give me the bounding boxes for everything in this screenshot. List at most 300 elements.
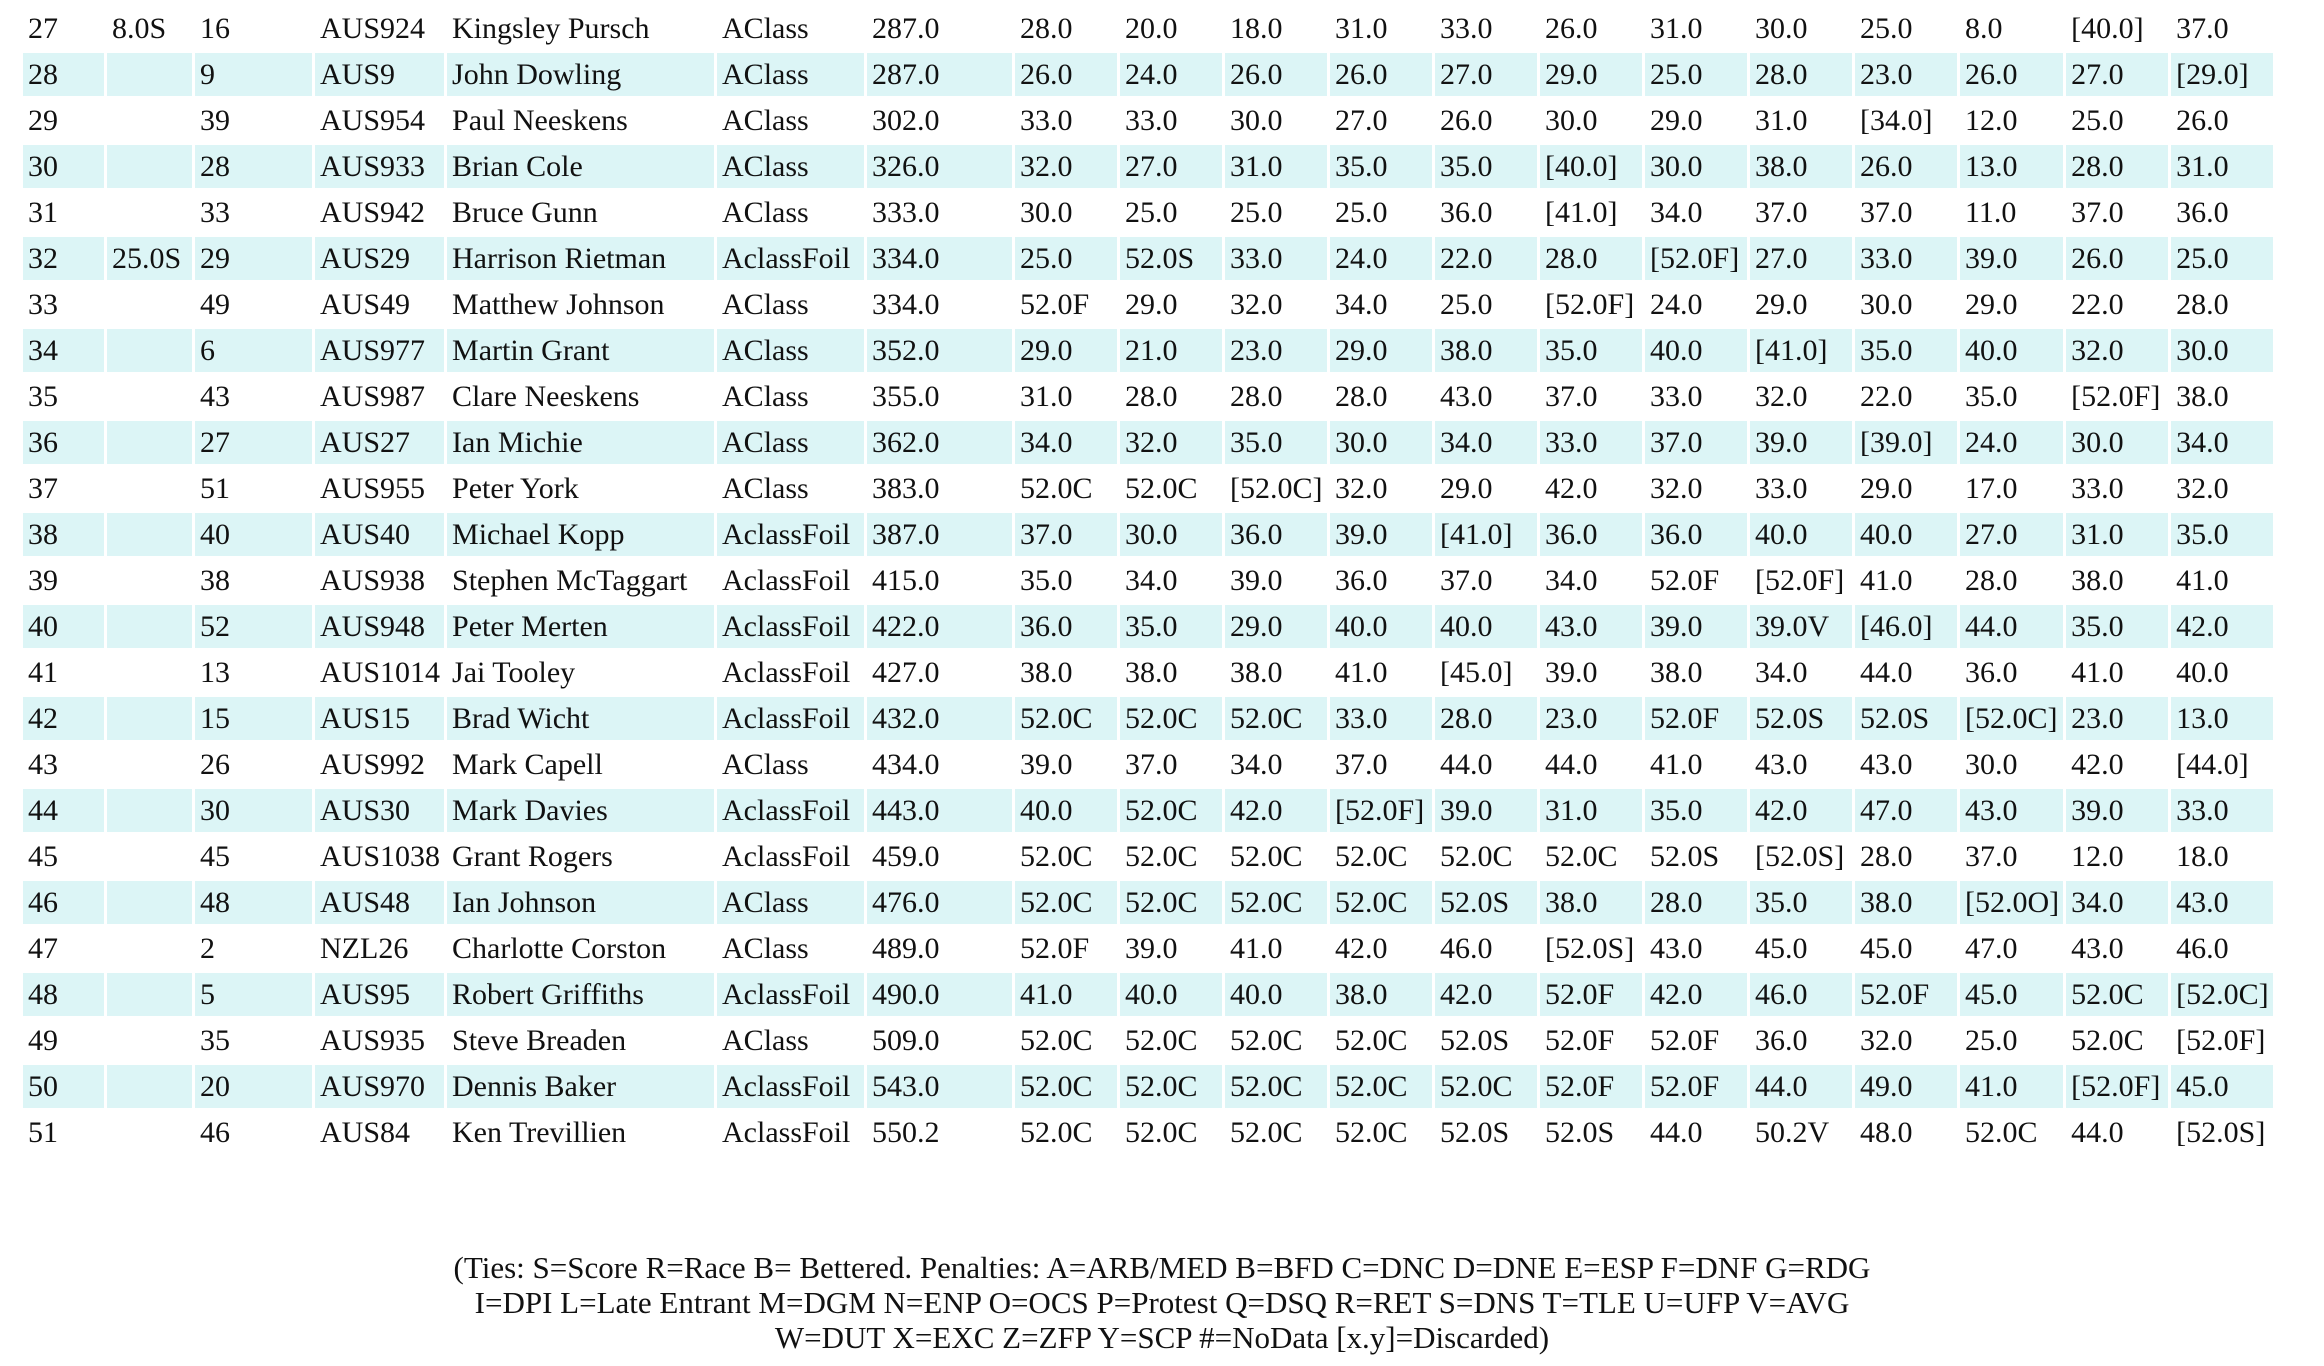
race-score-cell: 49.0 bbox=[1855, 1065, 1957, 1108]
race-score-cell: 34.0 bbox=[1015, 421, 1117, 464]
table-row bbox=[23, 329, 2273, 372]
helm-cell: Robert Griffiths bbox=[447, 973, 714, 1016]
sail-number-cell: 6 bbox=[195, 329, 312, 372]
class-cell: AClass bbox=[717, 99, 864, 142]
table-row bbox=[23, 697, 2273, 740]
sail-number-cell: 28 bbox=[195, 145, 312, 188]
race-score-cell: 25.0 bbox=[1435, 283, 1537, 326]
race-score-cell: 52.0S bbox=[1120, 237, 1222, 280]
race-score-cell: 39.0 bbox=[1435, 789, 1537, 832]
race-score-cell: 40.0 bbox=[1855, 513, 1957, 556]
race-score-cell: 52.0F bbox=[1645, 1019, 1747, 1062]
race-score-cell: 35.0 bbox=[1645, 789, 1747, 832]
boat-cell: AUS1014 bbox=[315, 651, 444, 694]
race-score-cell: 52.0C bbox=[1225, 1111, 1327, 1154]
race-score-cell: [46.0] bbox=[1855, 605, 1957, 648]
race-score-cell: 37.0 bbox=[2066, 191, 2168, 234]
tie-cell bbox=[107, 329, 192, 372]
race-score-cell: 33.0 bbox=[1645, 375, 1747, 418]
sail-number-cell: 51 bbox=[195, 467, 312, 510]
tie-cell bbox=[107, 1019, 192, 1062]
race-score-cell: 41.0 bbox=[1330, 651, 1432, 694]
boat-cell: AUS15 bbox=[315, 697, 444, 740]
helm-cell: Peter York bbox=[447, 467, 714, 510]
helm-cell: Brad Wicht bbox=[447, 697, 714, 740]
race-score-cell: 26.0 bbox=[2066, 237, 2168, 280]
race-score-cell: 37.0 bbox=[1960, 835, 2063, 878]
sail-number-cell: 45 bbox=[195, 835, 312, 878]
race-score-cell: 27.0 bbox=[1750, 237, 1852, 280]
table-row bbox=[23, 1111, 2273, 1154]
race-score-cell: 44.0 bbox=[1435, 743, 1537, 786]
race-score-cell: 34.0 bbox=[2066, 881, 2168, 924]
place-cell: 34 bbox=[23, 329, 104, 372]
race-score-cell: 40.0 bbox=[1225, 973, 1327, 1016]
helm-cell: Martin Grant bbox=[447, 329, 714, 372]
race-score-cell: 30.0 bbox=[1330, 421, 1432, 464]
total-cell: 352.0 bbox=[867, 329, 1012, 372]
race-score-cell: 23.0 bbox=[2066, 697, 2168, 740]
race-score-cell: 22.0 bbox=[1855, 375, 1957, 418]
sail-number-cell: 30 bbox=[195, 789, 312, 832]
race-score-cell: 37.0 bbox=[1120, 743, 1222, 786]
race-score-cell: 8.0 bbox=[1960, 7, 2063, 50]
race-score-cell: 46.0 bbox=[2171, 927, 2273, 970]
race-score-cell: 35.0 bbox=[1330, 145, 1432, 188]
place-cell: 45 bbox=[23, 835, 104, 878]
place-cell: 28 bbox=[23, 53, 104, 96]
race-score-cell: 40.0 bbox=[1435, 605, 1537, 648]
race-score-cell: 35.0 bbox=[1120, 605, 1222, 648]
race-score-cell: 27.0 bbox=[2066, 53, 2168, 96]
place-cell: 35 bbox=[23, 375, 104, 418]
race-score-cell: [52.0S] bbox=[1750, 835, 1852, 878]
race-score-cell: 52.0F bbox=[1540, 973, 1642, 1016]
table-row bbox=[23, 53, 2273, 96]
race-score-cell: 32.0 bbox=[2171, 467, 2273, 510]
race-score-cell: 30.0 bbox=[2066, 421, 2168, 464]
table-row bbox=[23, 513, 2273, 556]
tie-cell bbox=[107, 605, 192, 648]
total-cell: 287.0 bbox=[867, 7, 1012, 50]
race-score-cell: 52.0C bbox=[1540, 835, 1642, 878]
race-score-cell: [34.0] bbox=[1855, 99, 1957, 142]
race-score-cell: 23.0 bbox=[1540, 697, 1642, 740]
race-score-cell: 31.0 bbox=[2066, 513, 2168, 556]
race-score-cell: 48.0 bbox=[1855, 1111, 1957, 1154]
table-row bbox=[23, 191, 2273, 234]
race-score-cell: 37.0 bbox=[1435, 559, 1537, 602]
race-score-cell: 39.0V bbox=[1750, 605, 1852, 648]
place-cell: 49 bbox=[23, 1019, 104, 1062]
total-cell: 302.0 bbox=[867, 99, 1012, 142]
race-score-cell: 39.0 bbox=[1540, 651, 1642, 694]
helm-cell: Charlotte Corston bbox=[447, 927, 714, 970]
race-score-cell: 34.0 bbox=[1645, 191, 1747, 234]
place-cell: 32 bbox=[23, 237, 104, 280]
race-score-cell: 29.0 bbox=[1120, 283, 1222, 326]
place-cell: 29 bbox=[23, 99, 104, 142]
race-score-cell: 46.0 bbox=[1750, 973, 1852, 1016]
place-cell: 39 bbox=[23, 559, 104, 602]
race-score-cell: 26.0 bbox=[1540, 7, 1642, 50]
race-score-cell: [52.0C] bbox=[1960, 697, 2063, 740]
race-score-cell: 30.0 bbox=[1960, 743, 2063, 786]
race-score-cell: 36.0 bbox=[1960, 651, 2063, 694]
race-score-cell: 34.0 bbox=[1225, 743, 1327, 786]
race-score-cell: 43.0 bbox=[2066, 927, 2168, 970]
sail-number-cell: 40 bbox=[195, 513, 312, 556]
race-score-cell: 28.0 bbox=[1330, 375, 1432, 418]
sail-number-cell: 33 bbox=[195, 191, 312, 234]
race-score-cell: 32.0 bbox=[1225, 283, 1327, 326]
helm-cell: Jai Tooley bbox=[447, 651, 714, 694]
race-score-cell: 13.0 bbox=[1960, 145, 2063, 188]
race-score-cell: 52.0F bbox=[1645, 559, 1747, 602]
class-cell: AClass bbox=[717, 927, 864, 970]
race-score-cell: 36.0 bbox=[1225, 513, 1327, 556]
sail-number-cell: 35 bbox=[195, 1019, 312, 1062]
boat-cell: AUS84 bbox=[315, 1111, 444, 1154]
race-score-cell: 33.0 bbox=[1225, 237, 1327, 280]
table-row bbox=[23, 927, 2273, 970]
race-score-cell: 22.0 bbox=[1435, 237, 1537, 280]
race-score-cell: 36.0 bbox=[1645, 513, 1747, 556]
race-score-cell: 30.0 bbox=[1015, 191, 1117, 234]
race-score-cell: 39.0 bbox=[1750, 421, 1852, 464]
race-score-cell: 52.0F bbox=[1540, 1065, 1642, 1108]
legend-line-2: I=DPI L=Late Entrant M=DGM N=ENP O=OCS P=Protest Q=DSQ R=RET S=DNS T=TLE U=UFP V=AVG bbox=[474, 1285, 1850, 1320]
tie-cell bbox=[107, 559, 192, 602]
total-cell: 287.0 bbox=[867, 53, 1012, 96]
class-cell: AClass bbox=[717, 145, 864, 188]
race-score-cell: 26.0 bbox=[1015, 53, 1117, 96]
race-score-cell: 52.0F bbox=[1645, 1065, 1747, 1108]
place-cell: 33 bbox=[23, 283, 104, 326]
boat-cell: AUS938 bbox=[315, 559, 444, 602]
total-cell: 550.2 bbox=[867, 1111, 1012, 1154]
race-score-cell: 37.0 bbox=[1330, 743, 1432, 786]
sail-number-cell: 43 bbox=[195, 375, 312, 418]
race-score-cell: 25.0 bbox=[1960, 1019, 2063, 1062]
helm-cell: Ian Michie bbox=[447, 421, 714, 464]
race-score-cell: 33.0 bbox=[1015, 99, 1117, 142]
race-score-cell: 28.0 bbox=[1225, 375, 1327, 418]
race-score-cell: 52.0C bbox=[1120, 1019, 1222, 1062]
race-score-cell: 44.0 bbox=[1540, 743, 1642, 786]
tie-cell bbox=[107, 1111, 192, 1154]
sail-number-cell: 16 bbox=[195, 7, 312, 50]
place-cell: 31 bbox=[23, 191, 104, 234]
race-score-cell: 52.0C bbox=[1330, 1111, 1432, 1154]
race-score-cell: 40.0 bbox=[2171, 651, 2273, 694]
place-cell: 44 bbox=[23, 789, 104, 832]
race-score-cell: 45.0 bbox=[1855, 927, 1957, 970]
race-score-cell: 28.0 bbox=[2066, 145, 2168, 188]
tie-cell bbox=[107, 1065, 192, 1108]
table-row bbox=[23, 145, 2273, 188]
race-score-cell: 52.0C bbox=[1015, 1019, 1117, 1062]
race-score-cell: 37.0 bbox=[1750, 191, 1852, 234]
race-score-cell: 52.0C bbox=[1225, 881, 1327, 924]
race-score-cell: 38.0 bbox=[1015, 651, 1117, 694]
race-score-cell: 41.0 bbox=[1225, 927, 1327, 970]
boat-cell: AUS942 bbox=[315, 191, 444, 234]
place-cell: 30 bbox=[23, 145, 104, 188]
race-score-cell: 25.0 bbox=[1330, 191, 1432, 234]
place-cell: 47 bbox=[23, 927, 104, 970]
race-score-cell: [52.0C] bbox=[1225, 467, 1327, 510]
race-score-cell: 52.0C bbox=[1330, 881, 1432, 924]
race-score-cell: 34.0 bbox=[1750, 651, 1852, 694]
race-score-cell: 35.0 bbox=[1225, 421, 1327, 464]
race-score-cell: 43.0 bbox=[1960, 789, 2063, 832]
table-row bbox=[23, 237, 2273, 280]
race-score-cell: 52.0C bbox=[1120, 697, 1222, 740]
total-cell: 415.0 bbox=[867, 559, 1012, 602]
helm-cell: Mark Davies bbox=[447, 789, 714, 832]
boat-cell: AUS27 bbox=[315, 421, 444, 464]
race-score-cell: 31.0 bbox=[1225, 145, 1327, 188]
race-score-cell: 27.0 bbox=[1120, 145, 1222, 188]
race-score-cell: 39.0 bbox=[1645, 605, 1747, 648]
race-score-cell: 45.0 bbox=[2171, 1065, 2273, 1108]
helm-cell: John Dowling bbox=[447, 53, 714, 96]
race-score-cell: 36.0 bbox=[2171, 191, 2273, 234]
race-score-cell: 30.0 bbox=[2171, 329, 2273, 372]
race-score-cell: 33.0 bbox=[1330, 697, 1432, 740]
total-cell: 490.0 bbox=[867, 973, 1012, 1016]
tie-cell bbox=[107, 881, 192, 924]
table-row bbox=[23, 467, 2273, 510]
race-score-cell: 40.0 bbox=[1645, 329, 1747, 372]
race-score-cell: 52.0C bbox=[1330, 1065, 1432, 1108]
race-score-cell: 44.0 bbox=[1750, 1065, 1852, 1108]
sail-number-cell: 2 bbox=[195, 927, 312, 970]
boat-cell: AUS49 bbox=[315, 283, 444, 326]
total-cell: 387.0 bbox=[867, 513, 1012, 556]
race-score-cell: 42.0 bbox=[1435, 973, 1537, 1016]
race-score-cell: 52.0C bbox=[2066, 973, 2168, 1016]
race-score-cell: 52.0C bbox=[1225, 697, 1327, 740]
sail-number-cell: 26 bbox=[195, 743, 312, 786]
helm-cell: Matthew Johnson bbox=[447, 283, 714, 326]
race-score-cell: [52.0C] bbox=[2171, 973, 2273, 1016]
race-score-cell: 29.0 bbox=[1645, 99, 1747, 142]
table-row bbox=[23, 421, 2273, 464]
legend-line-3: W=DUT X=EXC Z=ZFP Y=SCP #=NoData [x.y]=Discarded) bbox=[774, 1320, 1550, 1355]
race-score-cell: 31.0 bbox=[1540, 789, 1642, 832]
place-cell: 43 bbox=[23, 743, 104, 786]
total-cell: 427.0 bbox=[867, 651, 1012, 694]
race-score-cell: 28.0 bbox=[1015, 7, 1117, 50]
table-row bbox=[23, 881, 2273, 924]
race-score-cell: 52.0C bbox=[1015, 697, 1117, 740]
race-score-cell: 18.0 bbox=[2171, 835, 2273, 878]
race-score-cell: 52.0F bbox=[1855, 973, 1957, 1016]
race-score-cell: 32.0 bbox=[1120, 421, 1222, 464]
class-cell: AclassFoil bbox=[717, 559, 864, 602]
tie-cell bbox=[107, 927, 192, 970]
race-score-cell: 40.0 bbox=[1330, 605, 1432, 648]
total-cell: 459.0 bbox=[867, 835, 1012, 878]
race-score-cell: 32.0 bbox=[1015, 145, 1117, 188]
race-score-cell: 41.0 bbox=[2066, 651, 2168, 694]
class-cell: AclassFoil bbox=[717, 513, 864, 556]
tie-cell bbox=[107, 99, 192, 142]
tie-cell bbox=[107, 375, 192, 418]
race-score-cell: 25.0 bbox=[1120, 191, 1222, 234]
race-score-cell: 34.0 bbox=[1120, 559, 1222, 602]
race-score-cell: 41.0 bbox=[1645, 743, 1747, 786]
sail-number-cell: 27 bbox=[195, 421, 312, 464]
race-score-cell: 37.0 bbox=[1015, 513, 1117, 556]
total-cell: 489.0 bbox=[867, 927, 1012, 970]
table-row bbox=[23, 1019, 2273, 1062]
tie-cell bbox=[107, 743, 192, 786]
sail-number-cell: 9 bbox=[195, 53, 312, 96]
race-score-cell: 28.0 bbox=[1960, 559, 2063, 602]
total-cell: 326.0 bbox=[867, 145, 1012, 188]
race-score-cell: 52.0S bbox=[1540, 1111, 1642, 1154]
place-cell: 40 bbox=[23, 605, 104, 648]
helm-cell: Paul Neeskens bbox=[447, 99, 714, 142]
total-cell: 432.0 bbox=[867, 697, 1012, 740]
race-score-cell: 34.0 bbox=[1330, 283, 1432, 326]
race-score-cell: 35.0 bbox=[2171, 513, 2273, 556]
race-score-cell: 38.0 bbox=[1435, 329, 1537, 372]
race-score-cell: 31.0 bbox=[1750, 99, 1852, 142]
race-score-cell: 31.0 bbox=[2171, 145, 2273, 188]
class-cell: AclassFoil bbox=[717, 651, 864, 694]
race-score-cell: 26.0 bbox=[1225, 53, 1327, 96]
race-score-cell: 44.0 bbox=[1960, 605, 2063, 648]
place-cell: 38 bbox=[23, 513, 104, 556]
race-score-cell: 38.0 bbox=[1645, 651, 1747, 694]
race-score-cell: 38.0 bbox=[1330, 973, 1432, 1016]
results-table bbox=[20, 4, 2276, 1157]
race-score-cell: 24.0 bbox=[1645, 283, 1747, 326]
total-cell: 383.0 bbox=[867, 467, 1012, 510]
race-score-cell: 45.0 bbox=[1960, 973, 2063, 1016]
race-score-cell: [44.0] bbox=[2171, 743, 2273, 786]
sail-number-cell: 48 bbox=[195, 881, 312, 924]
table-row bbox=[23, 1065, 2273, 1108]
sail-number-cell: 46 bbox=[195, 1111, 312, 1154]
race-score-cell: [52.0S] bbox=[1540, 927, 1642, 970]
sail-number-cell: 39 bbox=[195, 99, 312, 142]
place-cell: 51 bbox=[23, 1111, 104, 1154]
class-cell: AclassFoil bbox=[717, 1111, 864, 1154]
place-cell: 46 bbox=[23, 881, 104, 924]
race-score-cell: 44.0 bbox=[1645, 1111, 1747, 1154]
race-score-cell: [52.0F] bbox=[2066, 375, 2168, 418]
race-score-cell: [39.0] bbox=[1855, 421, 1957, 464]
race-score-cell: 26.0 bbox=[2171, 99, 2273, 142]
class-cell: AClass bbox=[717, 7, 864, 50]
race-score-cell: 42.0 bbox=[1330, 927, 1432, 970]
race-score-cell: [41.0] bbox=[1435, 513, 1537, 556]
legend bbox=[0, 1250, 2324, 1355]
total-cell: 334.0 bbox=[867, 237, 1012, 280]
total-cell: 422.0 bbox=[867, 605, 1012, 648]
tie-cell bbox=[107, 421, 192, 464]
race-score-cell: 52.0C bbox=[1960, 1111, 2063, 1154]
race-score-cell: 36.0 bbox=[1540, 513, 1642, 556]
legend-line-1: (Ties: S=Score R=Race B= Bettered. Penalties: A=ARB/MED B=BFD C=DNC D=DNE E=ESP F=DNF G=RDG bbox=[453, 1250, 1871, 1285]
total-cell: 362.0 bbox=[867, 421, 1012, 464]
tie-cell bbox=[107, 283, 192, 326]
race-score-cell: 38.0 bbox=[1855, 881, 1957, 924]
race-score-cell: 32.0 bbox=[1750, 375, 1852, 418]
race-score-cell: 52.0S bbox=[1855, 697, 1957, 740]
boat-cell: AUS970 bbox=[315, 1065, 444, 1108]
race-score-cell: [52.0F] bbox=[2171, 1019, 2273, 1062]
class-cell: AclassFoil bbox=[717, 605, 864, 648]
race-score-cell: [40.0] bbox=[1540, 145, 1642, 188]
race-score-cell: [41.0] bbox=[1540, 191, 1642, 234]
place-cell: 42 bbox=[23, 697, 104, 740]
class-cell: AClass bbox=[717, 191, 864, 234]
class-cell: AClass bbox=[717, 1019, 864, 1062]
class-cell: AclassFoil bbox=[717, 237, 864, 280]
race-score-cell: 28.0 bbox=[1855, 835, 1957, 878]
race-score-cell: [40.0] bbox=[2066, 7, 2168, 50]
race-score-cell: [52.0F] bbox=[1540, 283, 1642, 326]
race-score-cell: 28.0 bbox=[1435, 697, 1537, 740]
class-cell: AclassFoil bbox=[717, 973, 864, 1016]
race-score-cell: 12.0 bbox=[1960, 99, 2063, 142]
race-score-cell: 42.0 bbox=[1645, 973, 1747, 1016]
class-cell: AclassFoil bbox=[717, 789, 864, 832]
race-score-cell: 35.0 bbox=[1855, 329, 1957, 372]
race-score-cell: 28.0 bbox=[1120, 375, 1222, 418]
race-score-cell: 44.0 bbox=[2066, 1111, 2168, 1154]
race-score-cell: 30.0 bbox=[1225, 99, 1327, 142]
helm-cell: Peter Merten bbox=[447, 605, 714, 648]
race-score-cell: [45.0] bbox=[1435, 651, 1537, 694]
race-score-cell: 21.0 bbox=[1120, 329, 1222, 372]
table-row bbox=[23, 559, 2273, 602]
table-row bbox=[23, 835, 2273, 878]
race-score-cell: 43.0 bbox=[1540, 605, 1642, 648]
race-score-cell: 40.0 bbox=[1960, 329, 2063, 372]
race-score-cell: 35.0 bbox=[1960, 375, 2063, 418]
race-score-cell: 13.0 bbox=[2171, 697, 2273, 740]
boat-cell: AUS40 bbox=[315, 513, 444, 556]
race-score-cell: 41.0 bbox=[2171, 559, 2273, 602]
class-cell: AClass bbox=[717, 283, 864, 326]
race-score-cell: 43.0 bbox=[1435, 375, 1537, 418]
boat-cell: AUS954 bbox=[315, 99, 444, 142]
race-score-cell: 31.0 bbox=[1330, 7, 1432, 50]
race-score-cell: 36.0 bbox=[1330, 559, 1432, 602]
race-score-cell: 33.0 bbox=[2066, 467, 2168, 510]
race-score-cell: 37.0 bbox=[2171, 7, 2273, 50]
race-score-cell: 30.0 bbox=[1120, 513, 1222, 556]
race-score-cell: 34.0 bbox=[2171, 421, 2273, 464]
race-score-cell: 36.0 bbox=[1435, 191, 1537, 234]
race-score-cell: 39.0 bbox=[1225, 559, 1327, 602]
race-score-cell: 26.0 bbox=[1435, 99, 1537, 142]
boat-cell: AUS95 bbox=[315, 973, 444, 1016]
race-score-cell: 42.0 bbox=[2066, 743, 2168, 786]
total-cell: 355.0 bbox=[867, 375, 1012, 418]
place-cell: 50 bbox=[23, 1065, 104, 1108]
race-score-cell: 52.0C bbox=[1015, 881, 1117, 924]
race-score-cell: 30.0 bbox=[1540, 99, 1642, 142]
race-score-cell: 29.0 bbox=[1330, 329, 1432, 372]
